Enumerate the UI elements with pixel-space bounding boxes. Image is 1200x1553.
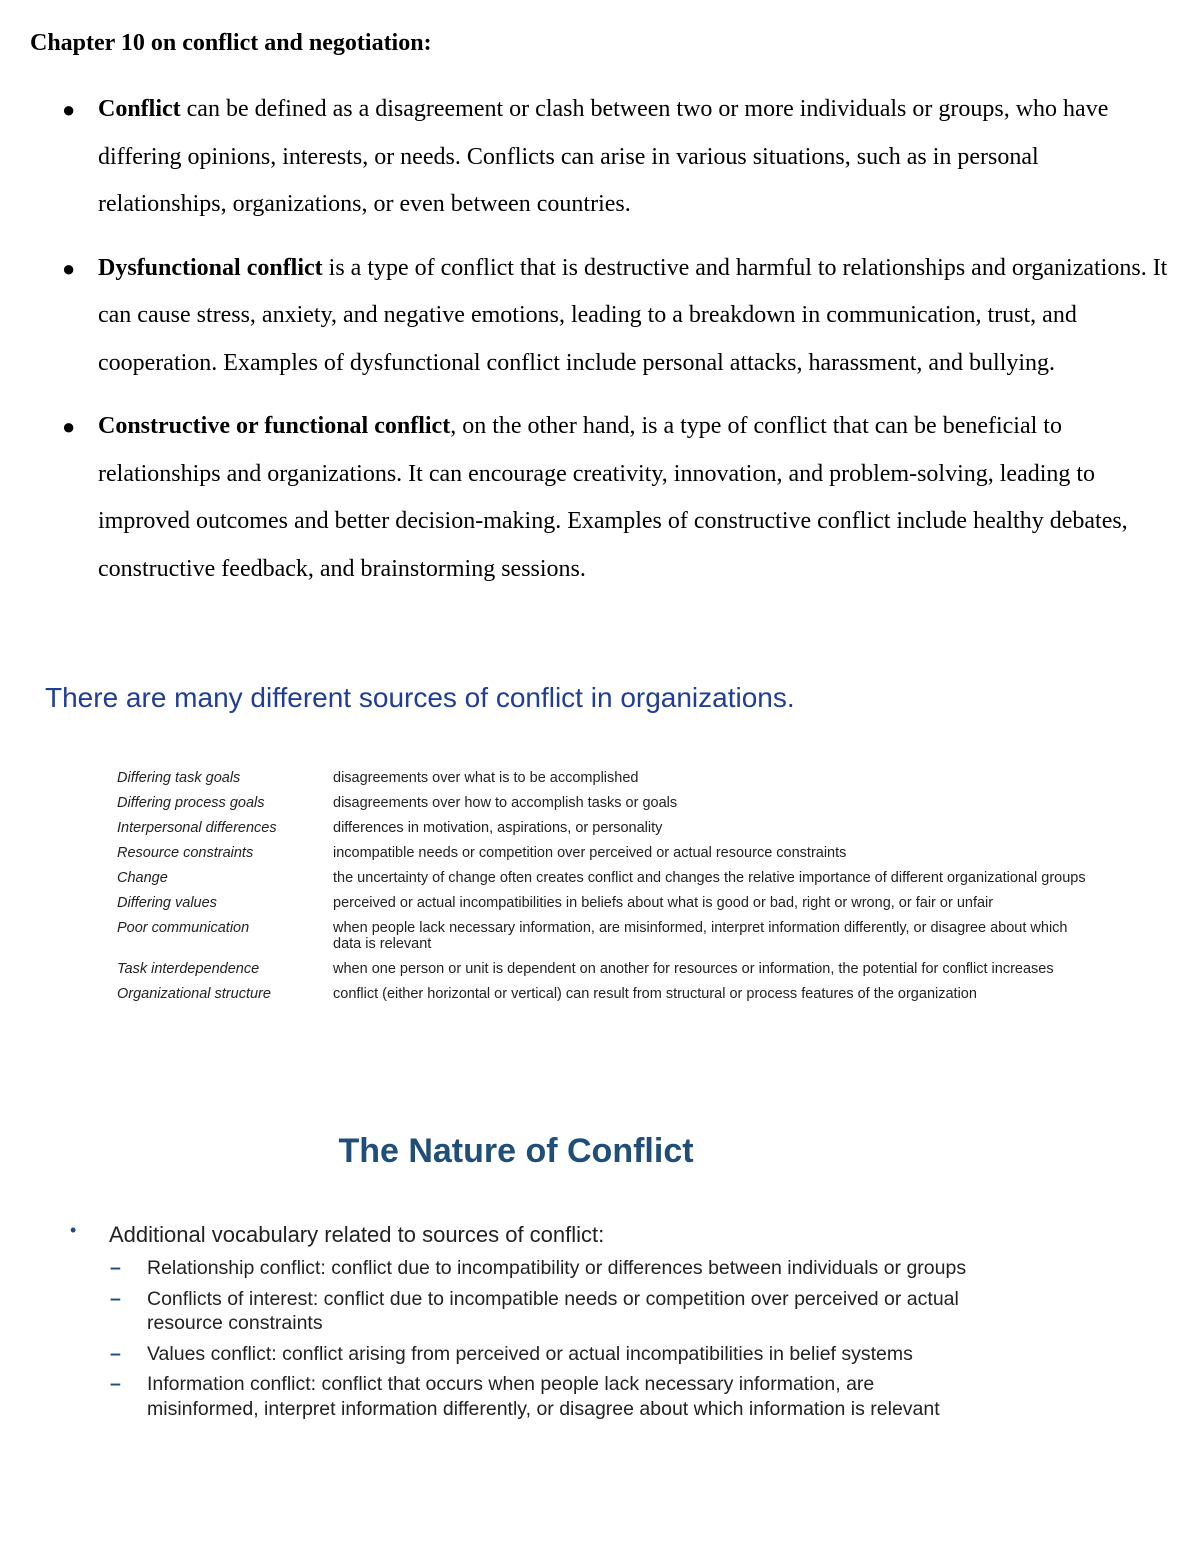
bullet-icon: ● [62, 414, 76, 439]
dash-icon: – [110, 1342, 121, 1365]
source-desc: incompatible needs or competition over perceived or actual resource constraints [333, 845, 847, 861]
table-row [117, 795, 1093, 820]
source-term: Task interdependence [117, 961, 260, 977]
nature-heading: The Nature of Conflict [338, 1132, 694, 1170]
source-desc: disagreements over what is to be accomplished [333, 770, 639, 786]
dash-icon: – [110, 1257, 121, 1279]
definition-text: can be defined as a disagreement or clash between two or more individuals or groups, who have differing opinions, interests, or needs. Conflicts can arise in various situations, such as in personal relationships, organizations, or even between countries. [98, 96, 1109, 217]
source-desc: perceived or actual incompatibilities in beliefs about what is good or bad, right or wrong, or fair or unfair [333, 895, 994, 911]
source-term: Resource constraints [117, 845, 254, 861]
source-term: Differing values [117, 895, 217, 911]
source-desc: differences in motivation, aspirations, or personality [333, 820, 663, 836]
list-item [110, 1342, 970, 1367]
source-desc: conflict (either horizontal or vertical) can result from structural or process features of the organization [333, 986, 977, 1002]
table-row [117, 920, 1093, 961]
source-term: Interpersonal differences [117, 820, 277, 836]
vocab-item-text: Information conflict: conflict that occurs when people lack necessary information, are misinformed, interpret information differently, or disagree about which information is relevant [147, 1373, 940, 1420]
vocab-item-text: Values conflict: conflict arising from perceived or actual incompatibilities in belief systems [147, 1342, 913, 1365]
dash-icon: – [110, 1373, 121, 1395]
definitions-list [0, 86, 1200, 609]
source-desc: disagreements over how to accomplish tasks or goals [333, 795, 678, 811]
table-row [117, 845, 1093, 870]
table-row [117, 986, 1093, 1011]
source-term: Organizational structure [117, 986, 271, 1002]
list-item [110, 1256, 970, 1281]
table-row [117, 770, 1093, 795]
source-term: Differing process goals [117, 795, 265, 811]
definition-item [0, 403, 1200, 593]
source-term: Differing task goals [117, 770, 241, 786]
source-term: Change [117, 870, 168, 886]
bullet-icon: ● [62, 255, 76, 281]
table-row [117, 870, 1093, 895]
list-item [110, 1287, 970, 1336]
source-term: Poor communication [117, 920, 250, 936]
list-item [110, 1372, 970, 1421]
definition-text: , on the other hand, is a type of conflict that can be beneficial to relationships and organizations. It can encourage creativity, innovation, and problem-solving, leading to improved outcomes and better decision-making. Examples of constructive conflict include healthy debates, constructive feedback, and brainstorming sessions. [98, 413, 1128, 582]
chapter-title: Chapter 10 on conflict and negotiation: [30, 30, 432, 56]
vocab-list [110, 1256, 970, 1427]
definition-item [0, 86, 1200, 229]
table-row [117, 820, 1093, 845]
source-desc: the uncertainty of change often creates conflict and changes the relative importance of different organizational groups [333, 870, 1086, 886]
definition-term: Dysfunctional conflict [98, 254, 323, 281]
vocab-intro-text: Additional vocabulary related to sources of conflict: [109, 1222, 605, 1247]
table-row [117, 961, 1093, 986]
definition-text: is a type of conflict that is destructive and harmful to relationships and organizations. It can cause stress, anxiety, and negative emotions, leading to a breakdown in communication, trust, and cooperation. Examples of dysfunctional conflict include personal attacks, harassment, and bullying. [98, 254, 1168, 376]
definition-term: Constructive or functional conflict [98, 413, 451, 439]
table-row [117, 895, 1093, 920]
vocab-item-text: Conflicts of interest: conflict due to incompatible needs or competition over perceived or actual resource constraints [147, 1287, 959, 1334]
vocab-item-text: Relationship conflict: conflict due to incompatibility or differences between individuals or groups [147, 1257, 967, 1279]
sources-table [117, 770, 1093, 1011]
definition-term: Conflict [98, 96, 181, 122]
bullet-icon: ● [62, 97, 76, 122]
source-desc: when people lack necessary information, are misinformed, interpret information differently, or disagree about which data is relevant [333, 920, 1068, 952]
dash-icon: – [110, 1287, 121, 1310]
definition-item [0, 245, 1200, 388]
bullet-icon: • [70, 1220, 77, 1240]
source-desc: when one person or unit is dependent on another for resources or information, the potential for conflict increases [333, 961, 1054, 977]
sources-heading: There are many different sources of conflict in organizations. [45, 682, 795, 713]
